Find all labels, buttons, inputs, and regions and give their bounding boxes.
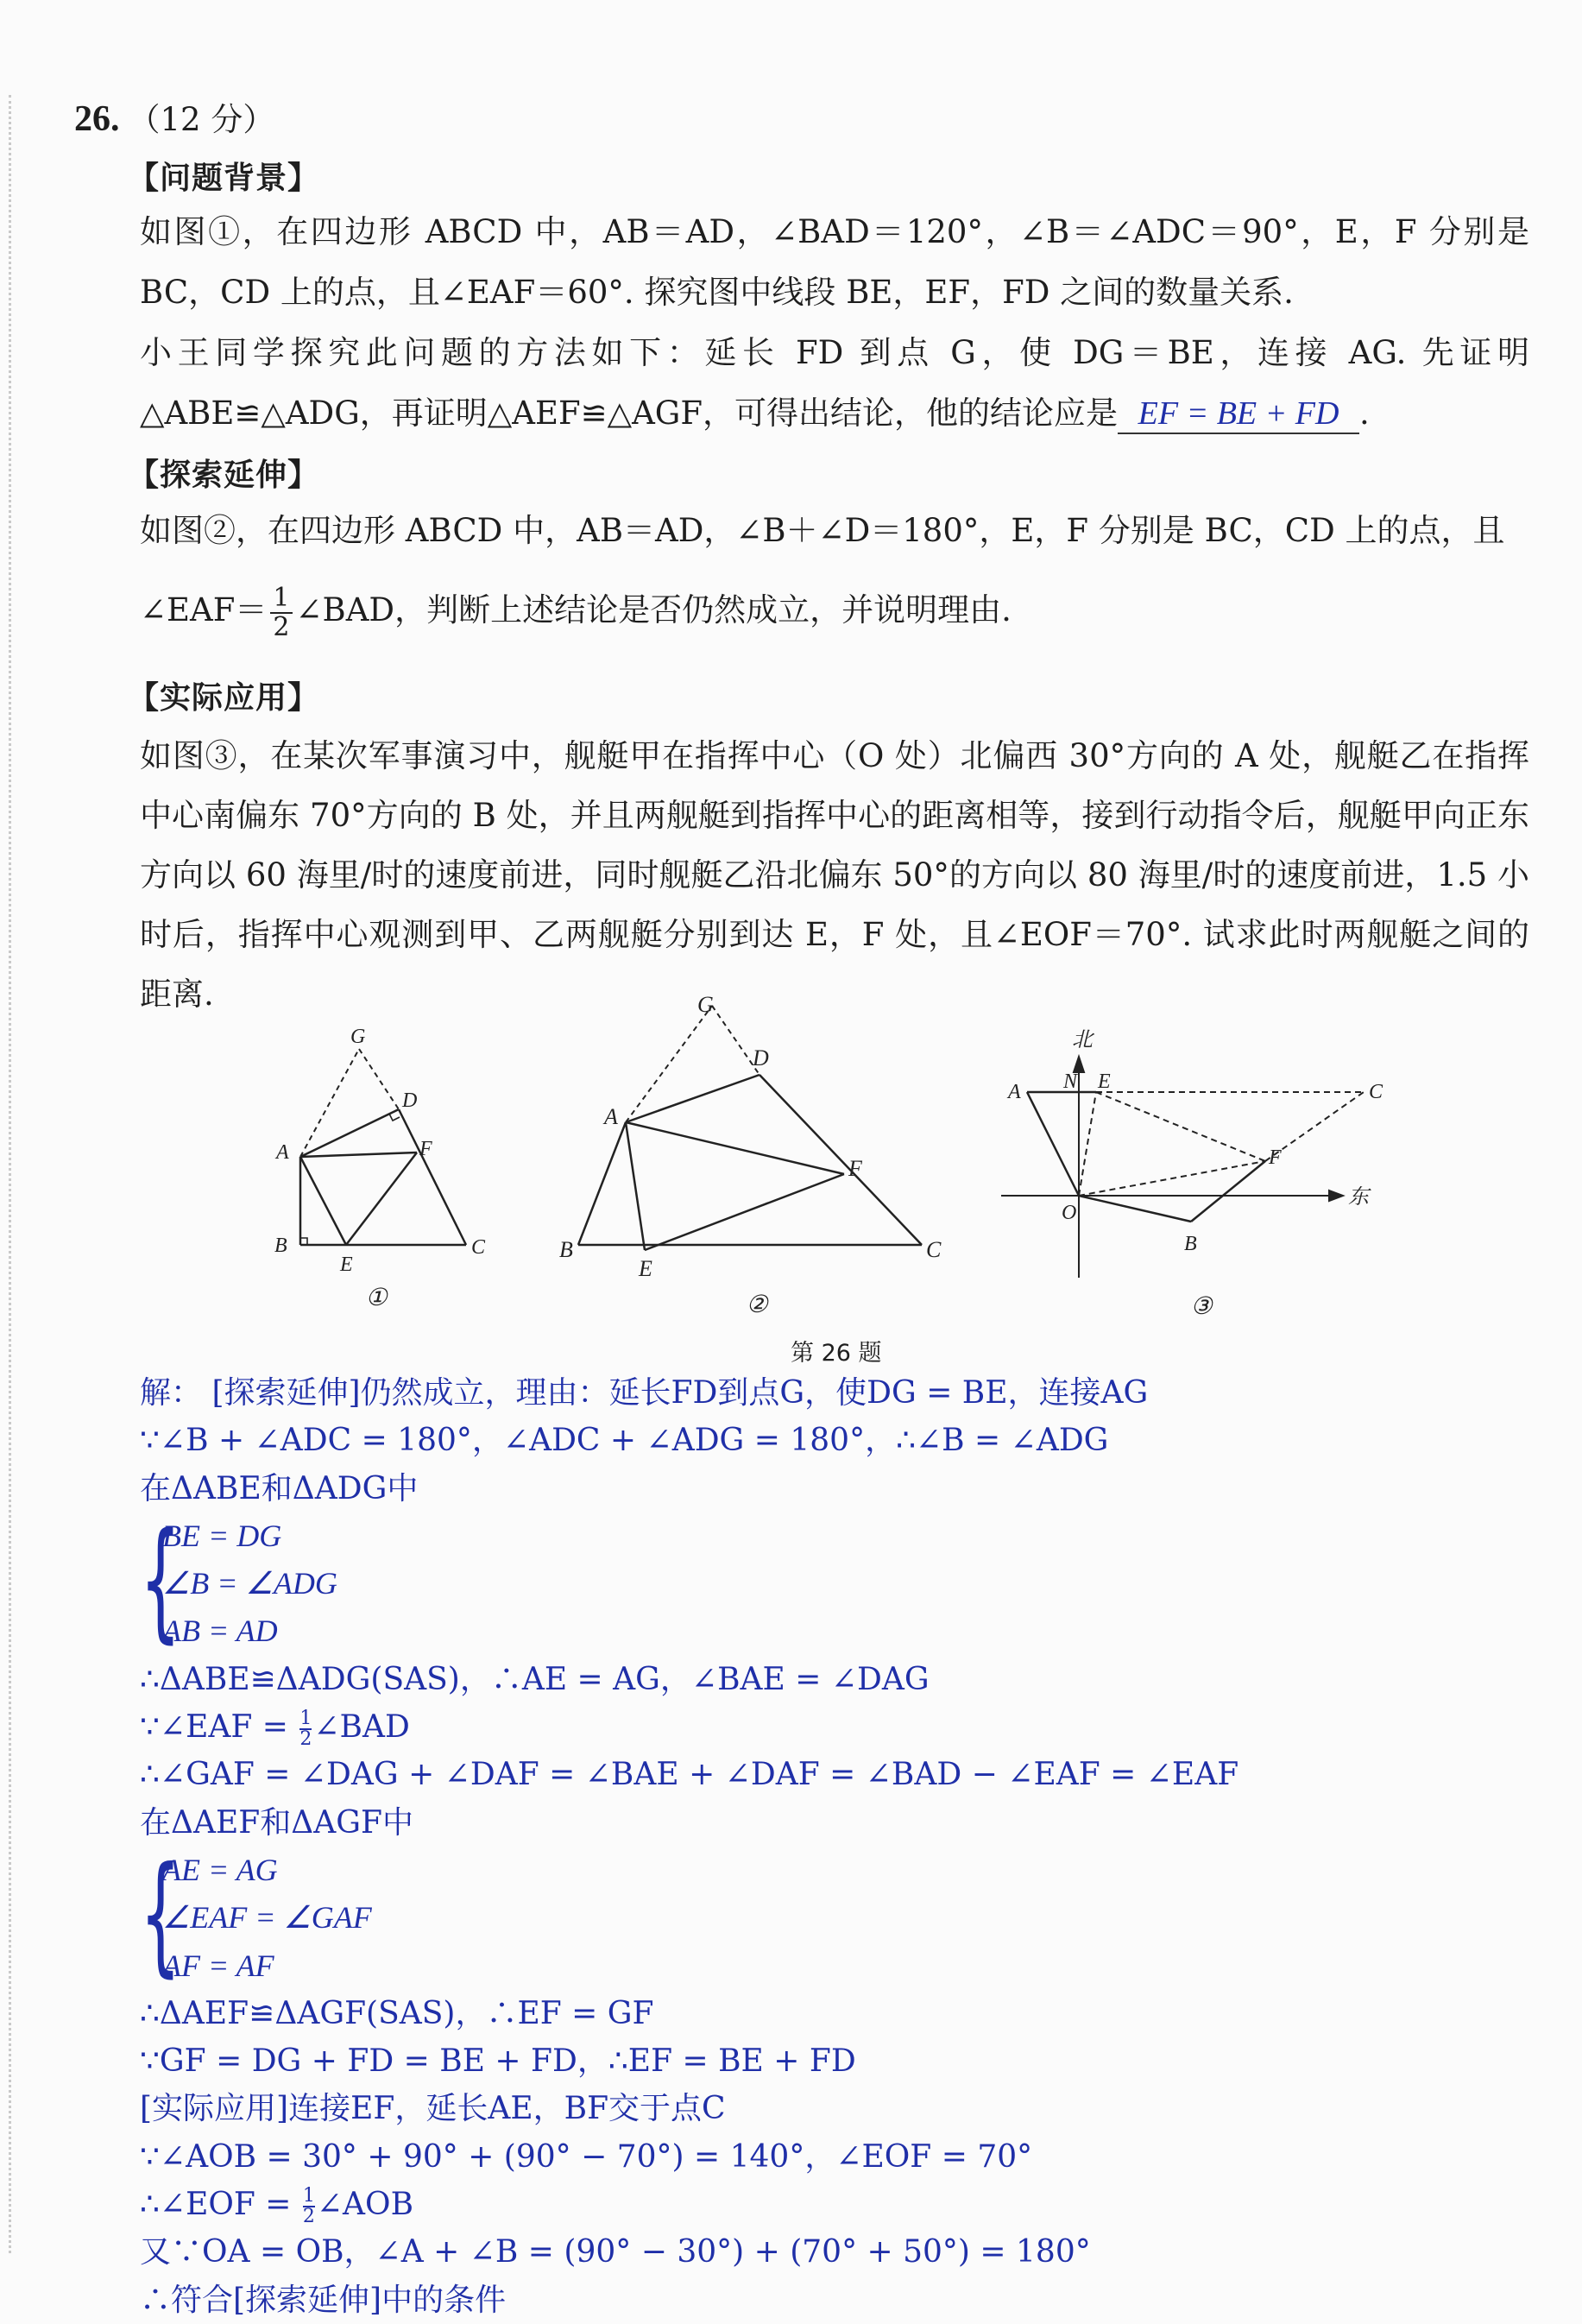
point-B: B	[559, 1237, 573, 1262]
figure-1	[259, 1027, 518, 1338]
fraction-denominator: 2	[302, 2206, 315, 2228]
solution-line: ∴符合[探索延伸]中的条件	[140, 2282, 507, 2318]
dashed-OE	[1079, 1092, 1096, 1196]
line-EF	[346, 1153, 417, 1245]
figure-caption: 第 26 题	[791, 1340, 882, 1367]
point-C: C	[471, 1236, 486, 1259]
point-B: B	[274, 1235, 287, 1257]
brace-icon: {	[140, 1505, 181, 1656]
background-paragraph-2-text: 小王同学探究此问题的方法如下：延长 FD 到点 G，使 DG＝BE，连接 AG. 先证明△ABE≌△ADG，再证明△AEF≌△AGF，可得出结论，他的结论应是	[140, 334, 1529, 432]
figure-3	[1001, 1019, 1415, 1338]
fraction-numerator: 1	[299, 1708, 312, 1730]
point-A: A	[604, 1104, 618, 1129]
point-F: F	[419, 1138, 432, 1160]
north-label: 北	[1072, 1029, 1093, 1051]
solution-line: 解： [探索延伸]仍然成立，理由：延长FD到点G，使DG = BE，连接AG	[140, 1375, 1149, 1411]
background-paragraph-2	[140, 323, 1529, 444]
section-application-title: 【实际应用】	[128, 680, 320, 716]
question-number: 26.	[74, 99, 120, 139]
point-G: G	[350, 1027, 366, 1048]
solution-block	[140, 1369, 1555, 2324]
solution-line: ∴ΔAEF≌ΔAGF(SAS)，∴EF = GF	[140, 1995, 654, 2031]
figure-1-label: ①	[365, 1285, 388, 1311]
section-extension-title: 【探索延伸】	[128, 458, 320, 493]
system-line: AB = AD	[162, 1614, 278, 1649]
line-AD	[300, 1109, 399, 1157]
solution-line: 在ΔABE和ΔADG中	[140, 1470, 419, 1506]
solution-half-line	[140, 1703, 1555, 1751]
system-line: AF = AF	[162, 1948, 274, 1983]
fraction-numerator: 1	[302, 2185, 315, 2207]
equation-system-2	[140, 1839, 1555, 1990]
brace-icon: {	[140, 1839, 181, 1990]
fraction-denominator: 2	[273, 611, 290, 642]
equation-system-1	[140, 1505, 1555, 1656]
east-label: 东	[1348, 1186, 1369, 1209]
figure-2	[552, 993, 958, 1338]
extension-fraction	[270, 584, 292, 641]
solution-line: ∵∠AOB = 30° + 90° + (90° − 70°) = 140°，∠EOF = 70°	[140, 2138, 1033, 2175]
application-paragraph: 如图③，在某次军事演习中，舰艇甲在指挥中心（O 处）北偏西 30°方向的 A 处，舰艇乙在指挥中心南偏东 70°方向的 B 处，并且两舰艇到指挥中心的距离相等，接到行动指令后，舰艇甲向正东方向以 60 海里/时的速度前进，同时舰艇乙沿北偏东 50°的方向以 80 海里/时的速度前进，1.5 小时后，指挥中心观测到甲、乙两舰艇分别到达 E，F 处，且∠EOF＝70°. 试求此时两舰艇之间的距离.	[140, 737, 1529, 1013]
eof-line-b: ∠AOB	[316, 2187, 414, 2223]
point-O: O	[1062, 1202, 1077, 1224]
solution-line: ∵GF = DG + FD = BE + FD，∴EF = BE + FD	[140, 2043, 856, 2080]
margin-dotted-line	[9, 95, 11, 2253]
extension-paragraph-2	[140, 580, 1529, 641]
half-line-a: ∵∠EAF =	[140, 1709, 299, 1746]
section-background-title: 【问题背景】	[128, 161, 320, 196]
line-DC	[399, 1109, 466, 1245]
solution-line: ∴∠GAF = ∠DAG + ∠DAF = ∠BAE + ∠DAF = ∠BAD − ∠EAF = ∠EAF	[140, 1757, 1239, 1793]
line-OB	[1079, 1196, 1191, 1222]
line-AO	[1027, 1092, 1079, 1196]
line-AD	[626, 1075, 759, 1122]
solution-line: ∵∠B + ∠ADC = 180°，∠ADC + ∠ADG = 180°，∴∠B = ∠ADG	[140, 1423, 1109, 1459]
point-C: C	[1369, 1081, 1383, 1103]
fraction-denominator: 2	[299, 1728, 312, 1751]
dashed-AG	[626, 1006, 712, 1122]
line-BA	[578, 1122, 626, 1245]
point-D: D	[753, 1045, 769, 1070]
point-E: E	[1098, 1070, 1111, 1093]
dashed-EF	[1096, 1092, 1265, 1161]
extension-angle-rest: ∠BAD，判断上述结论是否仍然成立，并说明理由.	[295, 591, 1012, 628]
solution-line: [实际应用]连接EF，延长AE，BF交于点C	[140, 2091, 726, 2127]
point-F: F	[848, 1156, 862, 1181]
line-BF	[1191, 1161, 1265, 1222]
solution-line: 又∵OA = OB，∠A + ∠B = (90° − 30°) + (70° + 50°) = 180°	[140, 2234, 1091, 2270]
line-AE	[300, 1157, 346, 1245]
point-G: G	[697, 993, 714, 1017]
line-EF	[645, 1174, 844, 1250]
extension-angle-text: ∠EAF＝	[140, 591, 268, 628]
line-AF	[300, 1153, 417, 1157]
background-paragraph-1: 如图①，在四边形 ABCD 中，AB＝AD，∠BAD＝120°，∠B＝∠ADC＝90°，E，F 分别是 BC，CD 上的点，且∠EAF＝60°. 探究图中线段 BE，EF，FD 之间的数量关系.	[140, 213, 1529, 311]
figure-3-label: ③	[1190, 1293, 1213, 1320]
filled-answer: EF = BE + FD	[1118, 395, 1359, 434]
question-score: （12 分）	[128, 101, 275, 138]
dashed-GD	[359, 1049, 399, 1109]
question-header	[74, 93, 274, 140]
point-N: N	[1063, 1070, 1078, 1093]
dashed-AG	[300, 1049, 359, 1157]
fraction-numerator: 1	[270, 584, 292, 614]
right-angle-D	[389, 1114, 400, 1121]
background-end: .	[1359, 395, 1370, 432]
system-line: ∠EAF = ∠GAF	[162, 1900, 372, 1936]
point-F: F	[1269, 1146, 1282, 1169]
dashed-OF	[1079, 1161, 1265, 1196]
point-C: C	[926, 1237, 942, 1262]
solution-eof-line	[140, 2181, 1555, 2228]
half-line-b: ∠BAD	[313, 1709, 410, 1746]
point-E: E	[340, 1254, 353, 1276]
system-line: AE = AG	[162, 1852, 278, 1887]
eof-fraction	[303, 2187, 315, 2226]
line-AE	[626, 1122, 645, 1250]
point-A: A	[1008, 1081, 1021, 1103]
point-D: D	[402, 1089, 418, 1112]
point-E: E	[639, 1256, 652, 1281]
solution-line: ∴ΔABE≌ΔADG(SAS)，∴AE = AG，∠BAE = ∠DAG	[140, 1661, 930, 1697]
system-line: ∠B = ∠ADG	[162, 1566, 337, 1601]
half-fraction	[299, 1709, 312, 1749]
extension-paragraph-1: 如图②，在四边形 ABCD 中，AB＝AD，∠B＋∠D＝180°，E，F 分别是 BC，CD 上的点，且	[140, 512, 1505, 549]
point-A: A	[276, 1141, 289, 1164]
east-arrow	[1329, 1190, 1343, 1201]
figure-2-label: ②	[746, 1291, 768, 1318]
eof-line-a: ∴∠EOF =	[140, 2187, 301, 2223]
system-line: BE = DG	[162, 1518, 282, 1553]
point-B: B	[1184, 1233, 1197, 1255]
solution-line: 在ΔAEF和ΔAGF中	[140, 1804, 413, 1841]
